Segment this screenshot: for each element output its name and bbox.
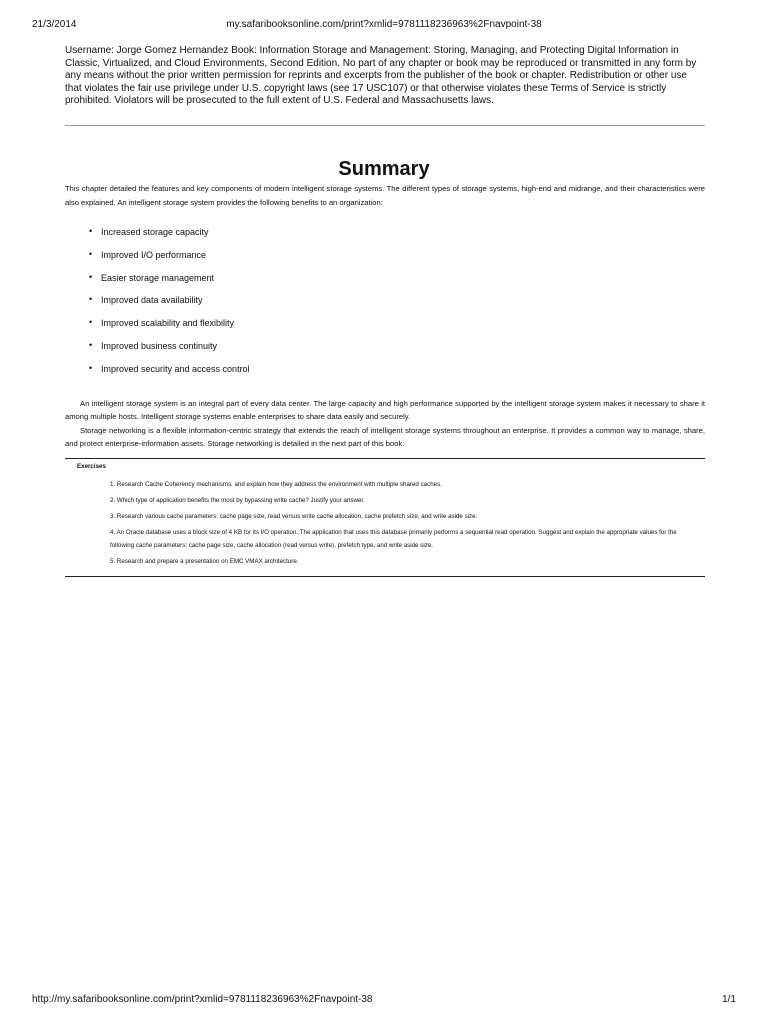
exercises-list	[110, 478, 688, 571]
list-item	[65, 318, 705, 341]
benefit-text: Improved security and access control	[101, 363, 250, 374]
bullet-icon: •	[89, 317, 93, 328]
print-header-url: my.safaribooksonline.com/print?xmlid=9781118236963%2Fnavpoint-38	[226, 19, 542, 30]
benefit-text: Increased storage capacity	[101, 227, 209, 237]
benefit-text: Improved business continuity	[101, 340, 218, 351]
list-item	[65, 250, 705, 273]
bullet-icon: •	[89, 339, 93, 350]
bullet-icon: •	[89, 248, 93, 259]
print-date: 21/3/2014	[32, 19, 77, 30]
intro-paragraph: This chapter detailed the features and key components of modern intelligent storage systems. The different types of storage systems, high-end and midrange, and their characteristics were also explained. An intelligent storage system provides the following benefits to an organization:	[65, 184, 705, 207]
exercise-item: 4. An Oracle database uses a block size of 4 KB for its I/O operation. The application that uses this database primarily performs a sequential read operation. Suggest and explain the appropriate values for the following cache parameters: cache page size, cache allocation (read versus write), prefetch type, and write aside size.	[110, 529, 677, 549]
exercise-item: 2. Which type of application benefits the most by bypassing write cache? Justify your answer.	[110, 497, 365, 504]
body-paragraph: An intelligent storage system is an integral part of every data center. The large capacity and high performance supported by the intelligent storage system makes it necessary to share it among multiple hosts. Intelligent storage systems enable enterprises to share data easily and securely.	[65, 399, 705, 421]
benefit-text: Improved data availability	[101, 295, 203, 306]
divider	[65, 125, 705, 126]
bullet-icon: •	[89, 271, 93, 282]
list-item	[65, 295, 705, 318]
benefit-text: Easier storage management	[101, 272, 215, 283]
copyright-notice: Username: Jorge Gomez Hernandez Book: Information Storage and Management: Storing, Managing, and Protecting Digital Information in Classic, Virtualized, and Cloud Environments, Second Edition. No part of any chapter or book may be reproduced or transmitted in any form by any means without the prior written permission for reprints and excerpts from the publisher of the book or chapter. Redistribution or other use that violates the fair use privilege under U.S. copyright laws (see 17 USC107) or that otherwise violates these Terms of Service is strictly prohibited. Violators will be prosecuted to the full extent of U.S. Federal and Massachusetts laws.	[65, 45, 697, 106]
exercises-heading: Exercises	[77, 463, 106, 470]
benefit-text: Improved scalability and flexibility	[101, 318, 235, 329]
list-item	[65, 364, 705, 387]
exercise-item: 3. Research various cache parameters: cache page size, read versus write cache allocation, cache prefetch size, and write aside size.	[110, 513, 478, 520]
exercise-item: 5. Research and prepare a presentation on EMC VMAX architecture.	[110, 558, 299, 565]
list-item	[65, 341, 705, 364]
exercise-item: 1. Research Cache Coherency mechanisms, and explain how they address the environment with multiple shared caches.	[110, 481, 442, 488]
list-item	[65, 227, 705, 250]
page-title: Summary	[338, 158, 430, 180]
bullet-icon: •	[89, 362, 93, 373]
bullet-icon: •	[89, 294, 93, 305]
benefits-list	[65, 227, 705, 387]
benefit-text: Improved I/O performance	[101, 249, 207, 260]
exercises-bottom-rule	[65, 576, 705, 577]
footer-url-link[interactable]: http://my.safaribooksonline.com/print?xmlid=9781118236963%2Fnavpoint-38	[32, 994, 373, 1005]
bullet-icon: •	[89, 226, 93, 236]
exercises-top-rule	[65, 458, 705, 459]
page-number: 1/1	[722, 994, 736, 1005]
list-item	[65, 273, 705, 296]
body-paragraph: Storage networking is a flexible information-centric strategy that extends the reach of intelligent storage systems throughout an enterprise. It provides a common way to manage, share, and protect enterprise-information assets. Storage networking is detailed in the next part of this book.	[65, 426, 705, 448]
